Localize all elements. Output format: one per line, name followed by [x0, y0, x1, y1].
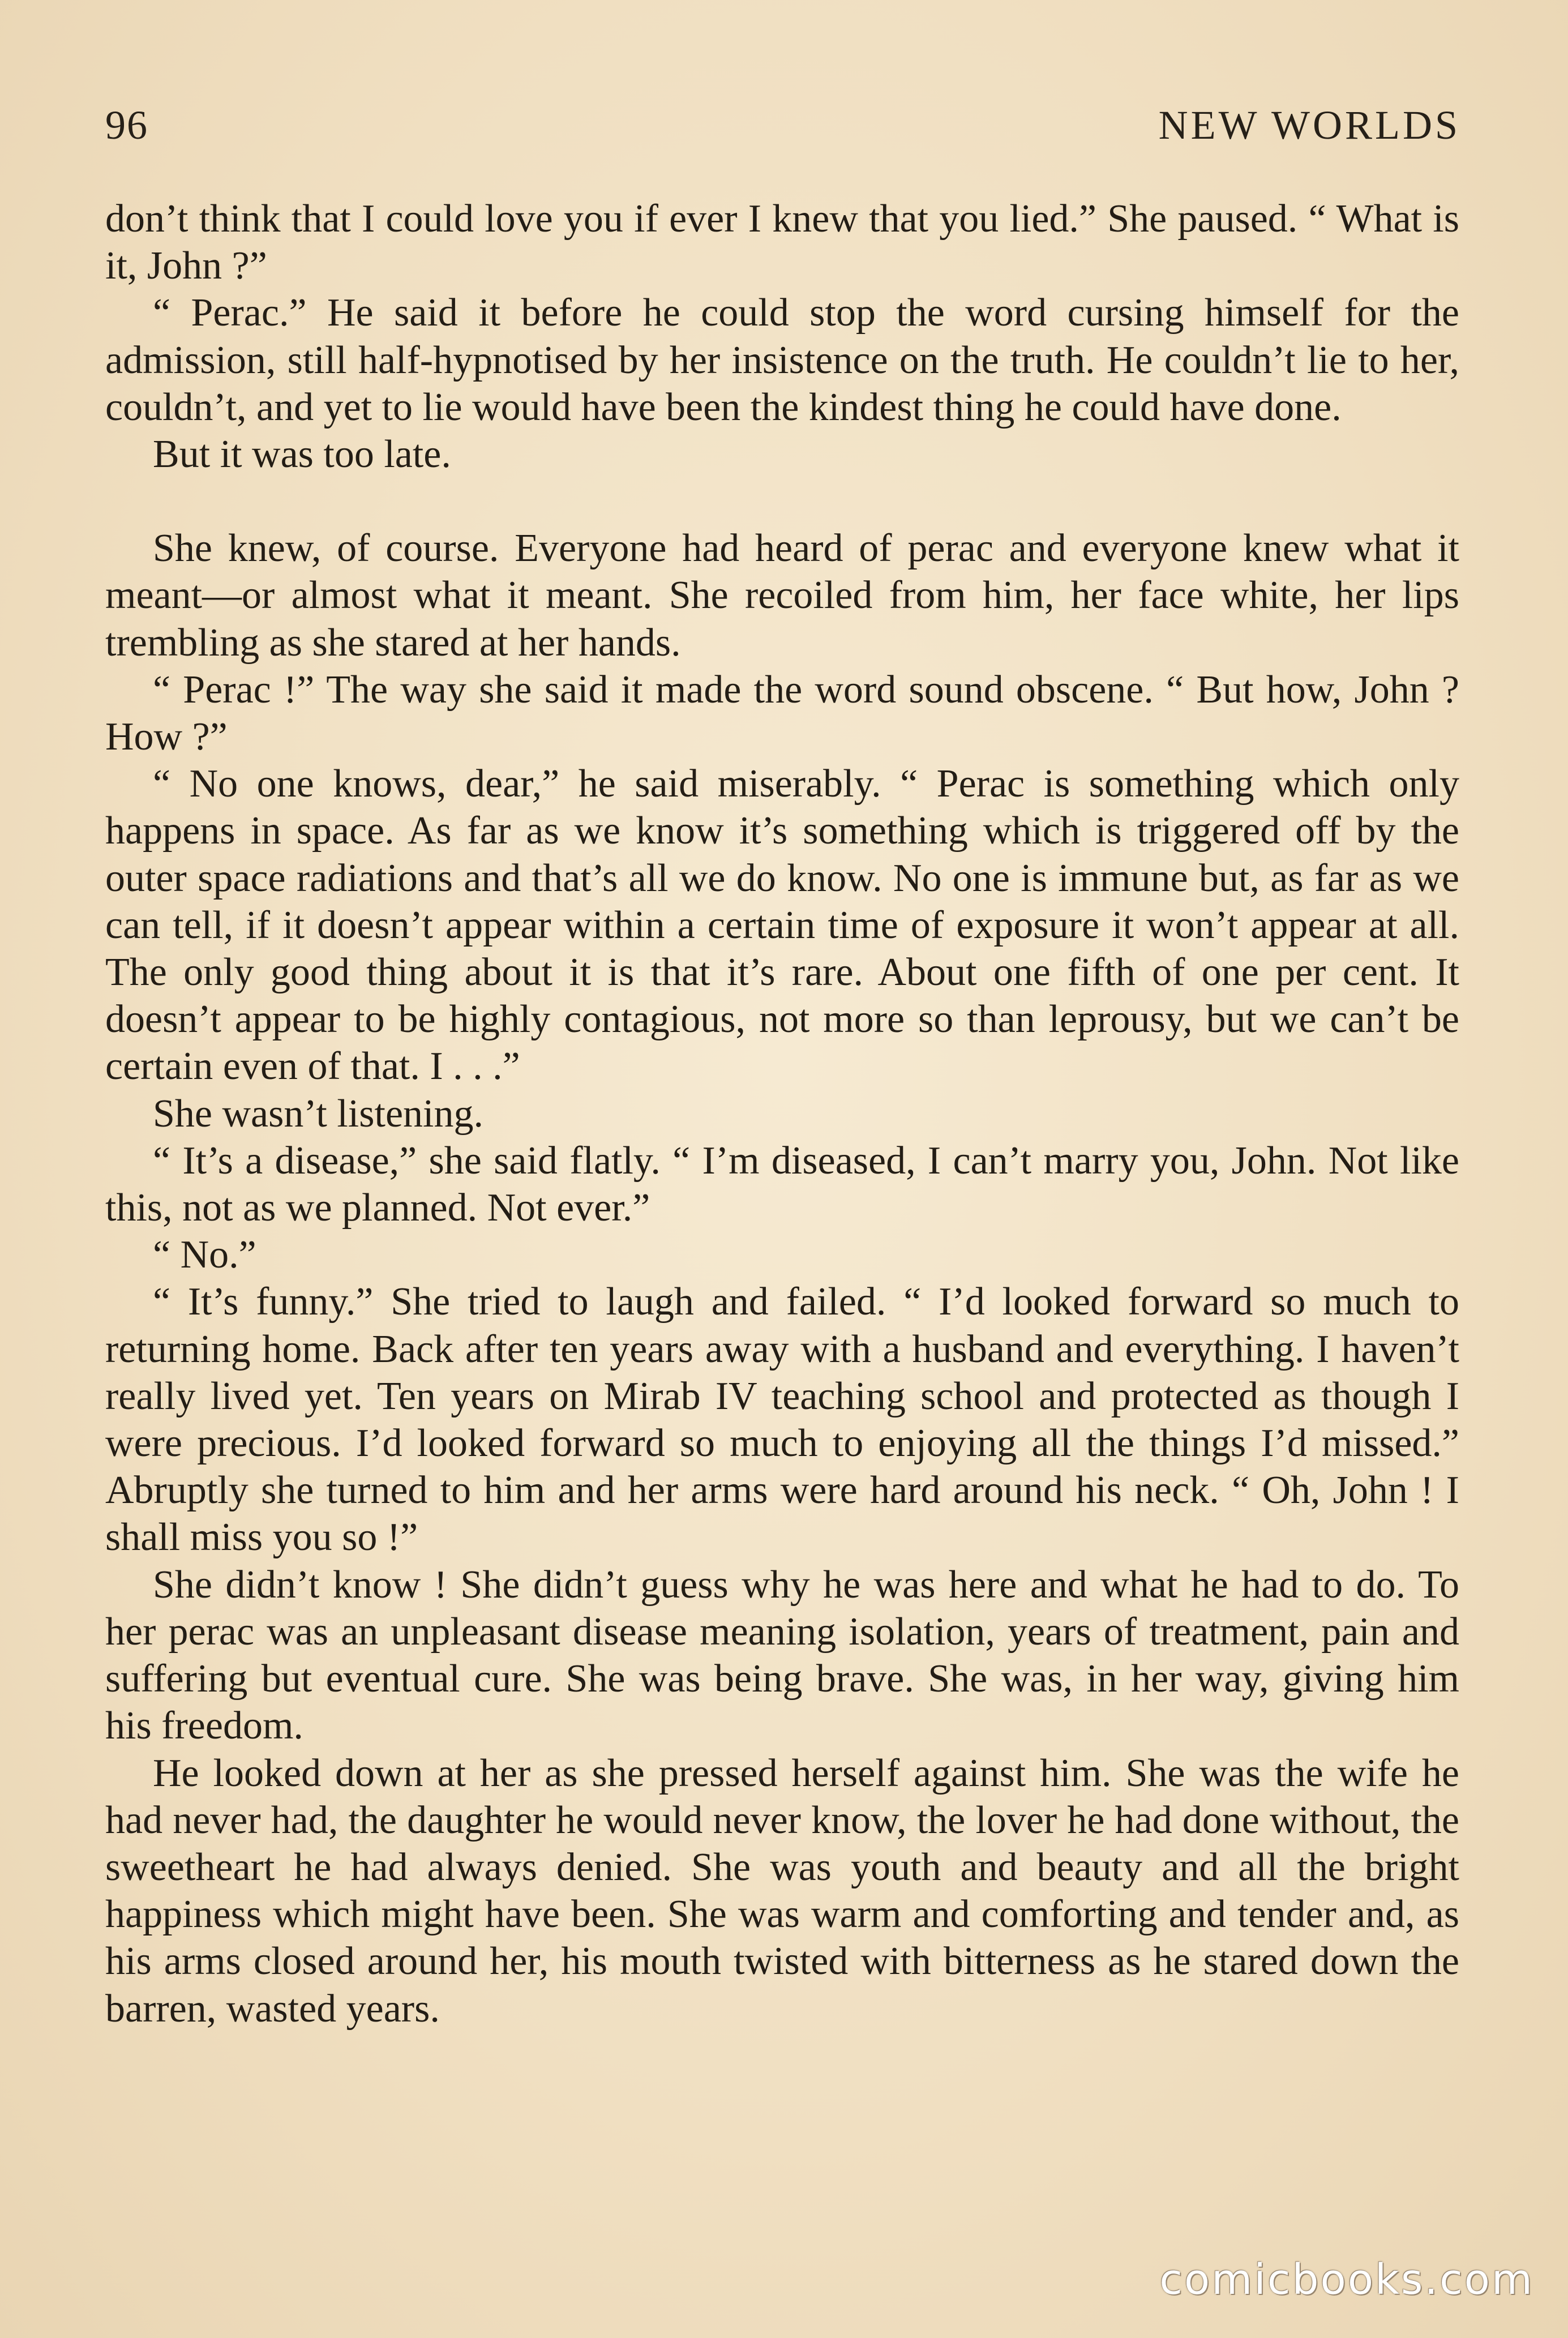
paragraph: don’t think that I could love you if ever I knew that you lied.” She paused. “ What is it, John ?”: [105, 197, 1459, 288]
body-text: [105, 195, 1459, 2032]
paragraph: “ Perac.” He said it before he could stop the word cursing himself for the admission, still half-hypnotised by her insistence on the truth. He couldn’t lie to her, couldn’t, and yet to lie would have been the kindest thing he could have done.: [105, 291, 1459, 429]
page-number: 96: [105, 102, 148, 148]
paragraph: She didn’t know ! She didn’t guess why he was here and what he had to do. To her perac was an unpleasant disease meaning isolation, years of treatment, pain and suffering but eventual cure. She was being brave. She was, in her way, giving him his freedom.: [105, 1562, 1459, 1748]
paragraph: She knew, of course. Everyone had heard of perac and everyone knew what it meant—or almost what it meant. She recoiled from him, her face white, her lips trembling as she stared at her hands.: [105, 526, 1459, 665]
paragraph: She wasn’t listening.: [153, 1091, 483, 1136]
paragraph: “ No.”: [153, 1233, 256, 1277]
paragraph: “ It’s funny.” She tried to laugh and failed. “ I’d looked forward so much to returning home. Back after ten years away with a husband and everything. I haven’t really lived yet. Ten years on Mirab IV teaching school and protected as though I were precious. I’d looked forward so much to enjoying all the things I’d missed.” Abruptly she turned to him and her arms were hard around his neck. “ Oh, John ! I shall miss you so !”: [105, 1280, 1459, 1560]
paragraph: “ No one knows, dear,” he said miserably. “ Perac is something which only happens in space. As far as we know it’s something which is triggered off by the outer space radiations and that’s all we do know. No one is immune but, as far as we can tell, if it doesn’t appear within a certain time of exposure it won’t appear at all. The only good thing about it is that it’s rare. About one fifth of one per cent. It doesn’t appear to be highly contagious, not more so than leprousy, but we can’t be certain even of that. I . . .”: [105, 762, 1459, 1089]
paragraph: “ Perac !” The way she said it made the word sound obscene. “ But how, John ? How ?”: [105, 667, 1459, 759]
running-head: NEW WORLDS: [1158, 102, 1460, 148]
paragraph: “ It’s a disease,” she said flatly. “ I’m diseased, I can’t marry you, John. Not like this, not as we planned. Not ever.”: [105, 1138, 1459, 1230]
paragraph: But it was too late.: [153, 433, 451, 477]
paragraph: He looked down at her as she pressed herself against him. She was the wife he had never had, the daughter he would never know, the lover he had done without, the sweetheart he had always denied. She was youth and beauty and all the bright happiness which might have been. She was warm and comforting and tender and, as his arms closed around her, his mouth twisted with bitterness as he stared down the barren, wasted years.: [105, 1751, 1459, 2031]
watermark: comicbooks.com: [1159, 2255, 1534, 2304]
